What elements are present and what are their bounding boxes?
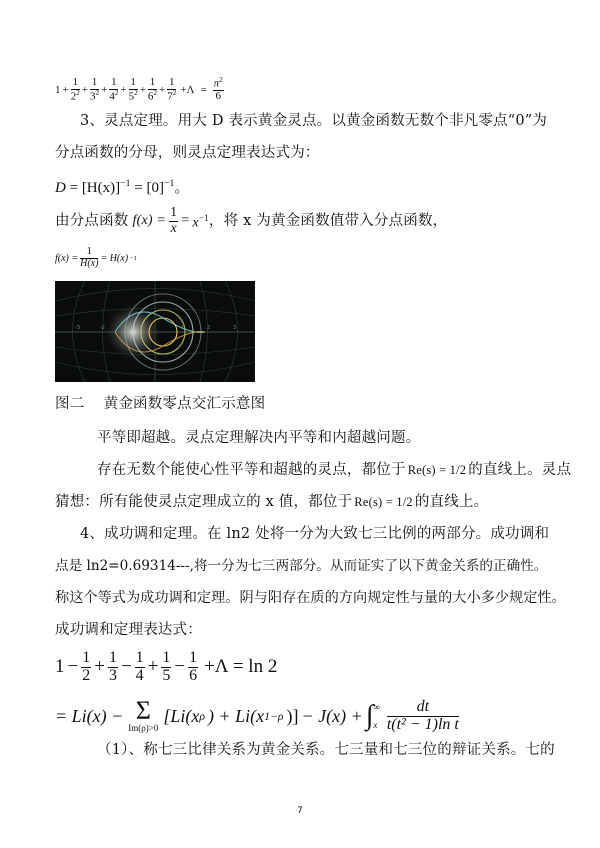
- transcend-paragraph: 平等即超越。灵点定理解决内平等和内超越问题。: [97, 430, 421, 446]
- paragraph-4-line-3: 称这个等式为成功调和定理。阴与阳存在质的方向规定性与量的大小多少规定性。: [55, 590, 566, 606]
- page-number: 7: [297, 806, 303, 816]
- one-over-x-fraction: $\frac{1}{x}$: [170, 204, 178, 236]
- svg-text:-1: -1: [127, 325, 132, 331]
- svg-text:-2: -2: [100, 325, 105, 331]
- re-expression: Re(s) = 1/2: [407, 463, 467, 477]
- fraction: $\frac{1}{2^2}$: [70, 76, 80, 103]
- plus-sign: +: [139, 84, 146, 96]
- plus-sign: +: [81, 84, 89, 96]
- paragraph-4-line-2: 点是 ln2=0.69314---,将一分为七三两部分。从而证实了以下黄金关系的正确性。: [55, 558, 548, 574]
- paragraph-3-line-2: 分点函数的分母，则灵点定理表达式为：: [55, 145, 320, 161]
- fraction: $\frac{1}{7^2}$: [167, 76, 177, 103]
- integral-symbol: ∫ ∞ x: [365, 700, 380, 731]
- paragraph-4-line-4: 成功调和定理表达式：: [55, 622, 202, 638]
- fraction: $\frac{1}{3^2}$: [90, 76, 100, 103]
- fraction: $\frac{1}{5^2}$: [128, 76, 138, 103]
- inverse-golden-equation: f(x) = $\frac{1}{H(x)}$ = H(x) −1: [55, 246, 137, 269]
- paragraph-1-golden-relation: （1）、称七三比律关系为黄金关系。七三量和七三位的辩证关系。七的: [97, 742, 555, 758]
- split-function-line: 由分点函数 f(x) = $\frac{1}{x}$ = $x^{-1}$ ，将 x 为黄金函数值带入分点函数，: [55, 204, 448, 236]
- fraction: $\frac{1}{4^2}$: [109, 76, 119, 103]
- pi-fraction: $\frac{\pi^2}{6}$: [213, 76, 223, 103]
- figure-caption: 图二 黄金函数零点交汇示意图: [55, 396, 266, 412]
- eq-one: 1: [55, 84, 61, 96]
- plus-sign: +: [62, 84, 69, 96]
- sum-symbol: Σ Im(ρ)>0: [128, 696, 159, 734]
- svg-text:2: 2: [207, 325, 211, 331]
- lingdian-paragraph-line-1: 存在无数个能使心性平等和超越的灵点，都位于 Re(s) = 1/2 的直线上。灵点: [97, 462, 572, 478]
- re-expression: Re(s) = 1/2: [354, 495, 413, 509]
- plus-sign: +: [101, 84, 108, 96]
- golden-zero-convergence-figure: [55, 281, 255, 382]
- paragraph-4-line-1: 4、成功调和定理。在 ln2 处将一分为大致七三比例的两部分。成功调和: [80, 526, 550, 542]
- lambda-term: +Λ: [180, 84, 195, 96]
- plus-sign: +: [120, 84, 127, 96]
- plus-sign: +: [158, 84, 166, 96]
- basel-equation: [55, 74, 224, 106]
- paragraph-3-line-1: 3、灵点定理。用大 D 表示黄金灵点。以黄金函数无数个非凡零点“0”为: [80, 113, 548, 129]
- lingdian-equation: $D = [H(x)]^{-1} = [0]^{-1}$。: [55, 178, 190, 196]
- fraction: $\frac{1}{6^2}$: [147, 76, 157, 103]
- svg-text:3: 3: [233, 325, 237, 331]
- zero-spiral-plot: [55, 281, 255, 382]
- svg-text:-3: -3: [75, 325, 80, 331]
- ln2-equation: 1 − $\frac{1}{2}$ + $\frac{1}{3}$ − $\frac{1}{4}$ + $\frac{1}{5}$ − $\frac{1}{6}$ +Λ = ln 2: [55, 648, 278, 684]
- li-equation: = Li(x) − Σ Im(ρ)>0 [Li(x ρ ) + Li(x 1−ρ )] − J(x) + ∫ ∞ x $\frac{dt}{\text{t(t² − 1)ln t}}$: [55, 696, 459, 734]
- lingdian-paragraph-line-2: 猜想：所有能使灵点定理成立的 x 值，都位于 Re(s) = 1/2 的直线上。: [55, 494, 489, 510]
- svg-text:1: 1: [181, 325, 185, 331]
- equals-sign: =: [200, 84, 207, 96]
